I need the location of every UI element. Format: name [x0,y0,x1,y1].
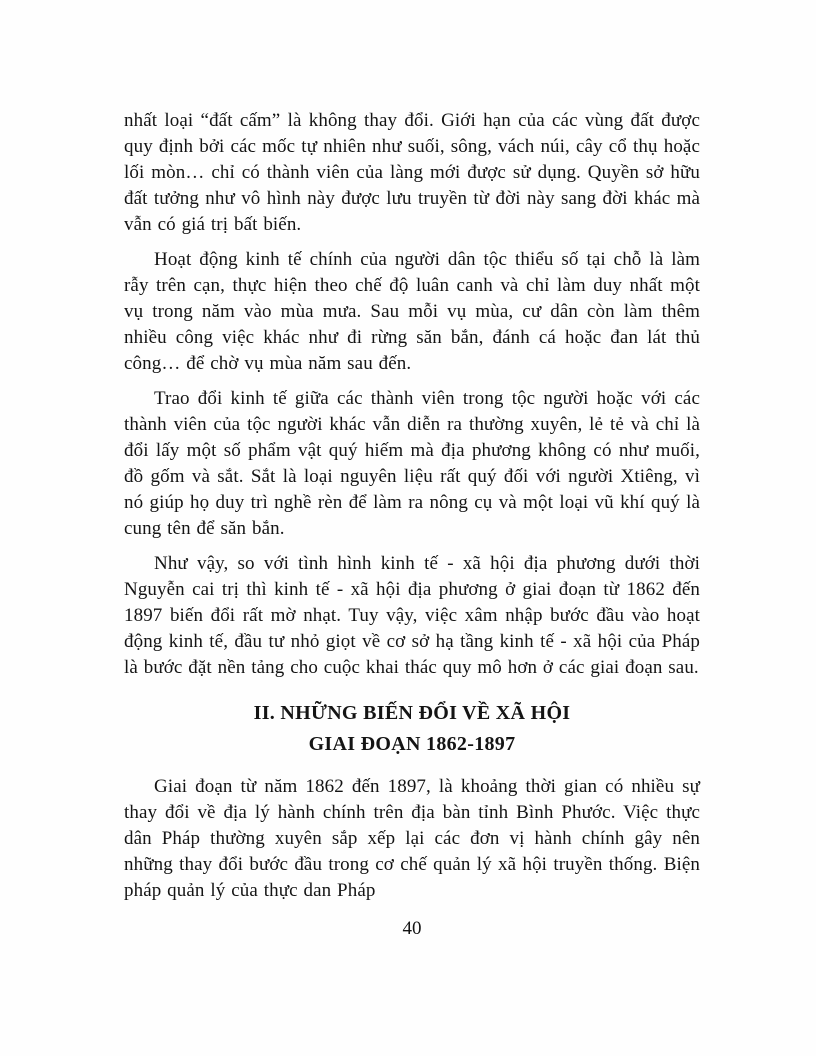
page-number: 40 [402,918,422,939]
paragraph-continuation: nhất loại “đất cấm” là không thay đổi. Giới hạn của các vùng đất được quy định bởi các mốc tự nhiên như suối, sông, vách núi, cây cổ thụ hoặc lối mòn… chỉ có thành viên của làng mới được sử dụng. Quyền sở hữu đất tưởng như vô hình này được lưu truyền từ đời này sang đời khác mà vẫn có giá trị bất biến. [124,110,700,235]
paragraph-summary-1862-1897: Như vậy, so với tình hình kinh tế - xã hội địa phương dưới thời Nguyễn cai trị thì kinh tế - xã hội địa phương ở giai đoạn từ 1862 đến 1897 biến đổi rất mờ nhạt. Tuy vậy, việc xâm nhập bước đầu vào hoạt động kinh tế, đầu tư nhỏ giọt về cơ sở hạ tầng kinh tế - xã hội của Pháp là bước đặt nền tảng cho cuộc khai thác quy mô hơn ở các giai đoạn sau. [124,553,700,678]
section-heading-line-2: GIAI ĐOẠN 1862-1897 [308,733,516,755]
section-heading [124,698,700,760]
paragraph-economy-trade: Trao đổi kinh tế giữa các thành viên trong tộc người hoặc với các thành viên của tộc người khác vẫn diễn ra thường xuyên, lẻ tẻ và chỉ là đổi lấy một số phẩm vật quý hiếm mà địa phương không có như muối, đồ gốm và sắt. Sắt là loại nguyên liệu rất quý đối với người Xtiêng, vì nó giúp họ duy trì nghề rèn để làm ra nông cụ và một loại vũ khí quý là cung tên để săn bắn. [124,388,700,539]
paragraph-social-changes: Giai đoạn từ năm 1862 đến 1897, là khoảng thời gian có nhiều sự thay đổi về địa lý hành chính trên địa bàn tỉnh Bình Phước. Việc thực dân Pháp thường xuyên sắp xếp lại các đơn vị hành chính gây nên những thay đổi bước đầu trong cơ chế quản lý xã hội truyền thống. Biện pháp quản lý của thực dan Pháp [124,776,700,901]
paragraph-economy-agriculture: Hoạt động kinh tế chính của người dân tộc thiểu số tại chỗ là làm rẫy trên cạn, thực hiện theo chế độ luân canh và chỉ làm duy nhất một vụ trong năm vào mùa mưa. Sau mỗi vụ mùa, cư dân còn làm thêm nhiều công việc khác như đi rừng săn bắn, đánh cá hoặc đan lát thủ công… để chờ vụ mùa năm sau đến. [124,249,700,374]
text-block [124,108,700,942]
section-heading-line-1: II. NHỮNG BIẾN ĐỔI VỀ XÃ HỘI [253,702,571,724]
